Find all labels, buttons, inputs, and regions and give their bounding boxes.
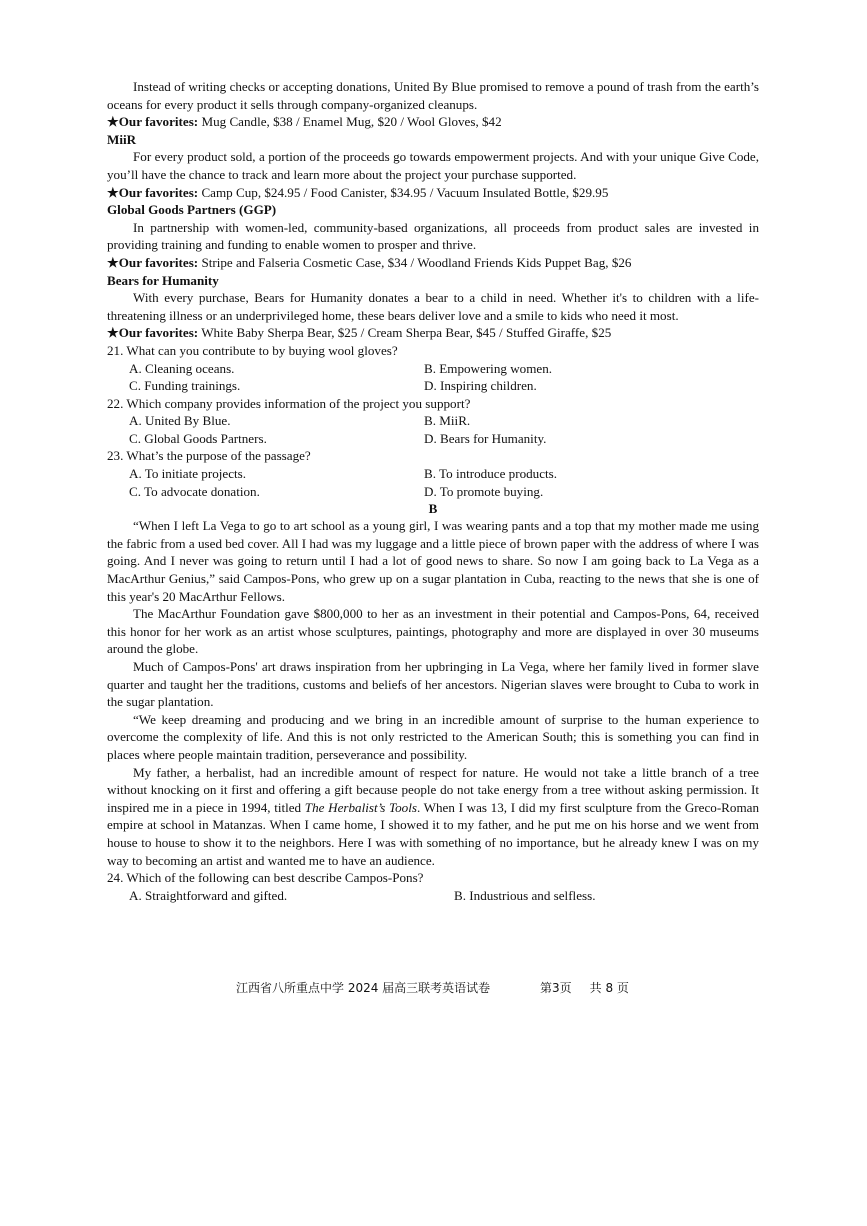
bears-favorites (107, 324, 759, 342)
exam-title: 江西省八所重点中学 2024 届高三联考英语试卷 (236, 981, 491, 995)
favorites-label: Our favorites: (118, 325, 199, 341)
question-24-stem: 24. Which of the following can best describe Campos-Pons? (107, 870, 424, 886)
option-d: D. Bears for Humanity. (424, 430, 547, 446)
option-b: B. Empowering women. (424, 360, 553, 376)
favorites-list: Mug Candle, $38 / Enamel Mug, $20 / Wool Gloves, $42 (201, 114, 502, 130)
question-21-options-row-2 (107, 377, 759, 395)
star-icon: ★ (107, 254, 119, 270)
favorites-list: White Baby Sherpa Bear, $25 / Cream Sherpa Bear, $45 / Stuffed Giraffe, $25 (201, 325, 612, 341)
miir-heading: MiiR (107, 131, 137, 147)
ggp-heading: Global Goods Partners (GGP) (107, 202, 277, 218)
bears-heading: Bears for Humanity (107, 272, 219, 288)
ggp-favorites (107, 254, 759, 272)
option-d: D. Inspiring children. (424, 378, 537, 394)
option-a: A. To initiate projects. (129, 466, 247, 482)
section-b-paragraph-3: Much of Campos-Pons' art draws inspiration from her upbringing in La Vega, where her family lived in former slave quarter and taught her the traditions, customs and beliefs of her ancestors. Nigerian slaves were brought to Cuba to work in the sugar plantation. (107, 659, 759, 710)
paragraph-5-text-after: . When I was 13, I did my first sculpture from the Greco-Roman empire at school in Matanzas. When I came home, I showed it to my father, and he put me on his horse and we went from house to house to show it to the neighbors. Here I was with something of no importance, but he already knew I was on my way to becoming an artist and wanted me to have an audience. (107, 799, 760, 868)
section-b-paragraph-1: “When I left La Vega to go to art school as a young girl, I was wearing pants and a top that my mother made me using the fabric from a used bed cover. All I had was my luggage and a little piece of brown paper with the address of where I was going. And I never was going to return until I had a lot of good news to share. So now I am going back to La Vega as a MacArthur Genius,” said Campos-Pons, who grew up on a sugar plantation in Cuba, reacting to the news that she is one of this year's 20 MacArthur Fellows. (107, 518, 759, 604)
question-21-options-row-1 (107, 360, 759, 378)
section-b-paragraph-2: The MacArthur Foundation gave $800,000 to her as an investment in their potential and Campos-Pons, 64, received this honor for her work as an artist whose sculptures, paintings, photography and more are displayed in over 30 museums around the globe. (107, 606, 759, 657)
miir-favorites (107, 184, 759, 202)
option-c: C. Funding trainings. (129, 378, 241, 394)
favorites-list: Camp Cup, $24.95 / Food Canister, $34.95 / Vacuum Insulated Bottle, $29.95 (201, 184, 609, 200)
united-by-blue-favorites (107, 113, 759, 131)
bears-body: With every purchase, Bears for Humanity donates a bear to a child in need. Whether it's to children with a life-threatening illness or an underprivileged home, these bears deliver love and a smile to kids who need it most. (107, 290, 759, 323)
option-b: B. To introduce products. (424, 466, 558, 482)
total-pages: 共 8 页 (589, 981, 629, 995)
favorites-label: Our favorites: (118, 114, 199, 130)
favorites-label: Our favorites: (118, 184, 199, 200)
favorites-list: Stripe and Falseria Cosmetic Case, $34 / Woodland Friends Kids Puppet Bag, $26 (201, 254, 632, 270)
star-icon: ★ (107, 325, 119, 341)
option-c: C. To advocate donation. (129, 483, 260, 499)
option-a: A. Straightforward and gifted. (129, 887, 288, 903)
section-b-paragraph-4: “We keep dreaming and producing and we bring in an incredible amount of surprise to the human experience to overcome the complexity of life. And this is not only restricted to the American South; this is something you can find in places where people maintain tradition, perseverance and possibility. (107, 711, 759, 762)
option-a: A. Cleaning oceans. (129, 360, 235, 376)
current-page: 第3页 (540, 981, 572, 995)
section-b-paragraph-5 (107, 764, 759, 870)
question-22-stem: 22. Which company provides information of the project you support? (107, 395, 471, 411)
page-content (107, 78, 759, 904)
question-22-options-row-2 (107, 430, 759, 448)
page-number (540, 979, 629, 996)
miir-body: For every product sold, a portion of the proceeds go towards empowerment projects. And with your unique Give Code, you’ll have the chance to track and learn more about the project your purchase supported. (107, 149, 759, 182)
united-by-blue-body: Instead of writing checks or accepting donations, United By Blue promised to remove a pound of trash from the earth’s oceans for every product it sells through company-organized cleanups. (107, 79, 759, 112)
star-icon: ★ (107, 184, 119, 200)
question-24-options-row-1 (107, 887, 759, 905)
option-b: B. MiiR. (424, 413, 471, 429)
option-a: A. United By Blue. (129, 413, 231, 429)
artwork-title: The Herbalist’s Tools (304, 799, 417, 815)
option-c: C. Global Goods Partners. (129, 430, 267, 446)
favorites-label: Our favorites: (118, 254, 199, 270)
section-b-heading: B (428, 501, 438, 517)
question-22-options-row-1 (107, 412, 759, 430)
question-23-options-row-2 (107, 483, 759, 501)
option-d: D. To promote buying. (424, 483, 544, 499)
ggp-body: In partnership with women-led, community-based organizations, all proceeds from product sales are invested in providing training and funding to enable women to prosper and thrive. (107, 219, 759, 253)
paragraph-5-text-before: My father, a herbalist, had an incredible amount of respect for nature. He would not take a little branch of a tree without knocking on it first and offering a gift because people do not take energy from a tree without asking permission. It inspired me in a piece in 1994, titled (107, 764, 759, 815)
option-b: B. Industrious and selfless. (454, 887, 596, 903)
question-21-stem: 21. What can you contribute to by buying wool gloves? (107, 342, 398, 358)
question-23-options-row-1 (107, 465, 759, 483)
star-icon: ★ (107, 114, 119, 130)
question-23-stem: 23. What’s the purpose of the passage? (107, 448, 311, 464)
